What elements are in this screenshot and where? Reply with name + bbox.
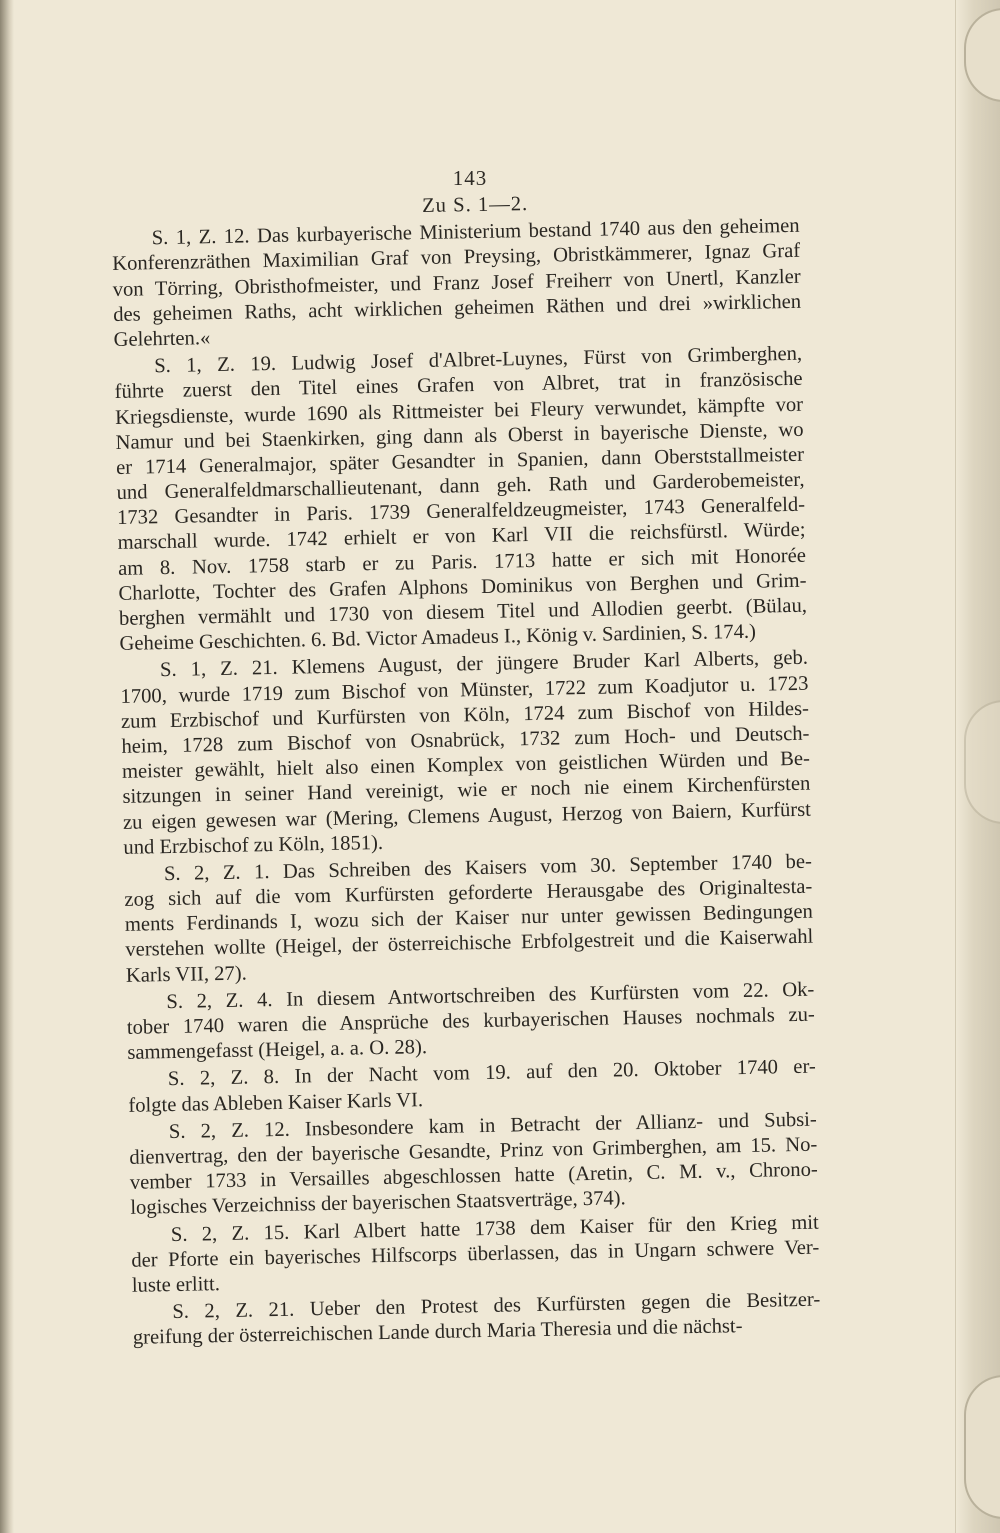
text-line: 1732 Gesandter in Paris. 1739 Generalfeldzeugmeister, 1743 Generalfeld- — [116, 494, 806, 530]
text-line: berghen vermählt und 1730 von diesem Titel und Allodien geerbt. (Bülau, — [118, 594, 808, 630]
text-line: dienvertrag, den der bayerische Gesandte, Prinz von Grimberghen, am 15. No- — [129, 1133, 818, 1169]
text-line: tober 1740 waren die Ansprüche des kurbayerischen Hauses nochmals zu- — [126, 1003, 815, 1039]
text-line: am 8. Nov. 1758 starb er zu Paris. 1713 hatte er sich mit Honorée — [117, 544, 807, 580]
annotation-entry — [126, 977, 815, 1066]
text-line: der Pforte ein bayerisches Hilfscorps überlassen, das in Ungarn schwere Ver- — [131, 1236, 820, 1272]
page-edge-tab — [964, 8, 1000, 102]
text-line: vember 1733 in Versailles abgeschlossen hatte (Aretin, C. M. v., Chrono- — [129, 1158, 818, 1194]
annotation-entry — [131, 1210, 820, 1299]
text-line: von Törring, Obristhofmeister, und Franz Josef Freiherr von Unertl, Kanzler — [112, 265, 801, 301]
annotation-entry — [124, 850, 814, 989]
text-line: heim, 1728 zum Bischof von Osnabrück, 1732 zum Hoch- und Deutsch- — [121, 722, 810, 758]
text-line: S. 1, Z. 19. Ludwig Josef d'Albret-Luynes, Fürst von Grimberghen, — [153, 342, 803, 378]
text-line: zog sich auf die vom Kurfürsten geforderte Herausgabe des Originaltesta- — [124, 875, 813, 911]
text-line: sammengefasst (Heigel, a. a. O. 28). — [127, 1036, 428, 1065]
text-line: Konferenzräthen Maximilian Graf von Preysing, Obristkämmerer, Ignaz Graf — [112, 240, 801, 276]
annotation-entry — [120, 646, 812, 861]
annotation-list — [112, 214, 821, 1351]
annotation-entry — [112, 214, 802, 353]
annotation-entry — [132, 1288, 821, 1352]
text-line: verstehen wollte (Heigel, der österreichische Erbfolgestreit und die Kaiserwahl — [125, 926, 814, 962]
annotation-entry — [114, 342, 808, 657]
text-line: und Erzbischof zu Köln, 1851). — [123, 831, 384, 859]
text-line: meister gewählt, hielt also einen Komplex von geistlichen Würden und Be- — [121, 747, 811, 784]
text-line: S. 2, Z. 1. Das Schreiben des Kaisers vom 30. September 1740 be- — [163, 850, 813, 885]
text-line: Gelehrten.« — [113, 327, 211, 351]
text-line: S. 2, Z. 8. In der Nacht vom 19. auf den 20. Oktober 1740 er- — [167, 1056, 816, 1091]
text-line: sitzungen in seiner Hand vereinigt, wie er noch nie einem Kirchenfürsten — [122, 773, 811, 809]
text-line: Kriegsdienste, wurde 1690 als Rittmeister bei Fleury verwundet, kämpfte vor — [114, 393, 804, 429]
text-line: Charlotte, Tochter des Grafen Alphons Dominikus von Berghen und Grim- — [118, 569, 807, 605]
text-line: Namur und bei Staenkirken, ging dann als Oberst in bayerische Dienste, wo — [115, 418, 804, 454]
text-line: ments Ferdinands I, wozu sich der Kaiser nur unter gewissen Bedingungen — [124, 900, 814, 937]
text-line: marschall wurde. 1742 erhielt er von Karl VII die reichsfürstl. Würde; — [117, 519, 806, 555]
page-edge-tab — [964, 1375, 1000, 1519]
text-line: Karls VII, 27). — [125, 962, 247, 987]
text-line: greifung der österreichischen Lande durch Maria Theresia und die nächst- — [132, 1315, 743, 1350]
text-line: er 1714 Generalmajor, später Gesandter in Spanien, dann Oberststallmeister — [115, 443, 805, 479]
text-line: S. 2, Z. 21. Ueber den Protest des Kurfürsten gegen die Besitzer- — [172, 1288, 821, 1324]
page-edge — [955, 0, 1000, 1533]
text-line: S. 1, Z. 12. Das kurbayerische Ministerium bestand 1740 aus den geheimen — [151, 214, 800, 250]
page-number: 143 — [452, 166, 488, 190]
text-line: S. 2, Z. 4. In diesem Antwortschreiben des Kurfürsten vom 22. Ok- — [166, 978, 815, 1013]
text-line: zu eigen gewesen war (Mering, Clemens August, Herzog von Baiern, Kurfürst — [122, 798, 812, 834]
text-line: folgte das Ableben Kaiser Karls VI. — [128, 1088, 424, 1117]
text-line: S. 2, Z. 12. Insbesondere kam in Betracht der Allianz- und Subsi- — [168, 1108, 817, 1143]
text-line: zum Erzbischof und Kurfürsten von Köln, 1724 zum Bischof von Hildes- — [120, 697, 810, 733]
text-line: S. 2, Z. 15. Karl Albert hatte 1738 dem Kaiser für den Krieg mit — [170, 1211, 819, 1246]
section-heading: Zu S. 1—2. — [421, 192, 529, 218]
text-line: S. 1, Z. 21. Klemens August, der jüngere Bruder Karl Alberts, geb. — [159, 647, 809, 682]
text-line: und Generalfeldmarschallieutenant, dann geh. Rath und Garderobemeister, — [116, 468, 805, 505]
text-line: luste erlitt. — [131, 1273, 221, 1297]
binding-shadow — [0, 0, 14, 1533]
text-line: Geheime Geschichten. 6. Bd. Victor Amadeus I., König v. Sardinien, S. 174.) — [119, 620, 757, 656]
text-line: des geheimen Raths, acht wirklichen geheimen Räthen und drei »wirklichen — [112, 290, 802, 326]
page-edge-tab — [964, 700, 1000, 824]
text-line: 1700, wurde 1719 zum Bischof von Münster, 1722 zum Koadjutor u. 1723 — [120, 672, 809, 708]
text-line: führte zuerst den Titel eines Grafen von Albret, trat in französische — [114, 368, 803, 404]
text-line: logisches Verzeichniss der bayerischen Staatsverträge, 374). — [130, 1187, 626, 1220]
annotation-entry — [129, 1107, 819, 1221]
body-text — [111, 187, 821, 1353]
